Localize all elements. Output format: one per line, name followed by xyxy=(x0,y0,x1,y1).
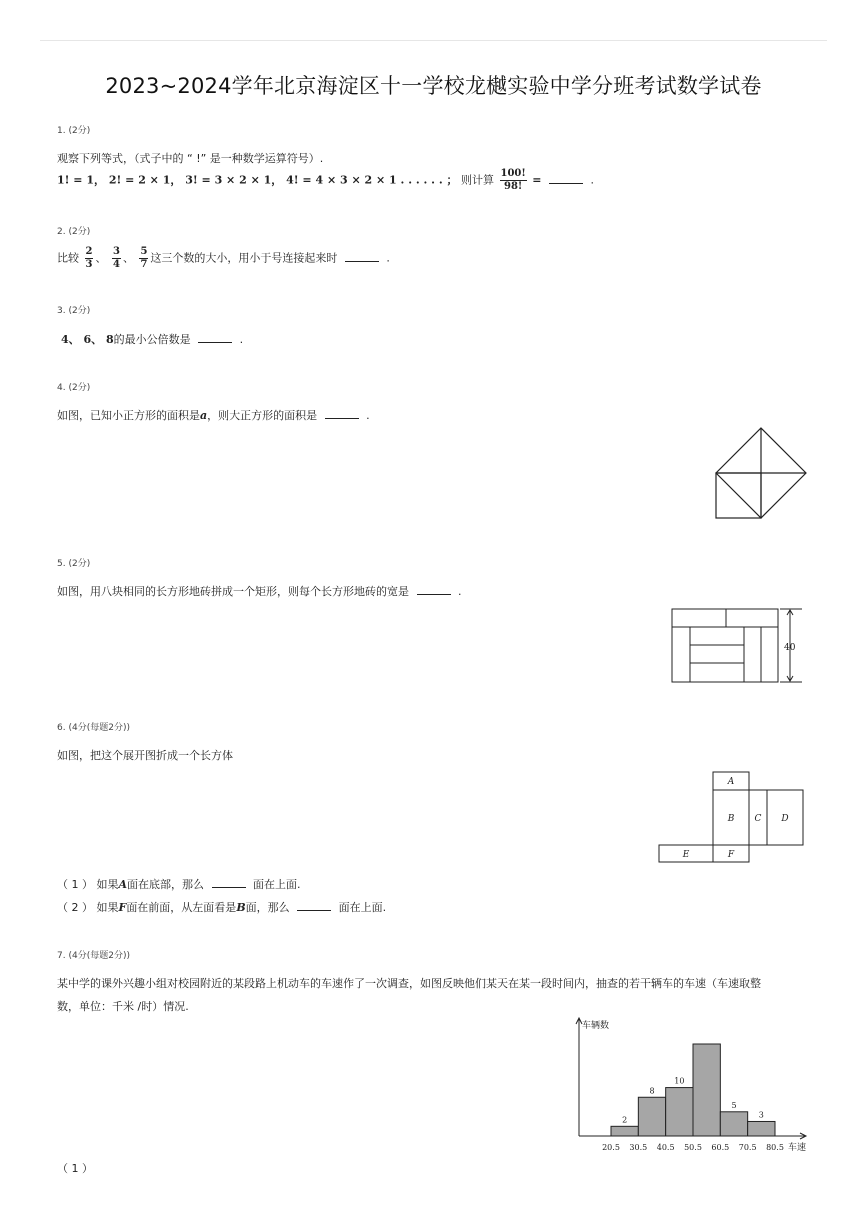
q5-tiles-figure xyxy=(670,606,806,686)
q7-header xyxy=(57,948,130,961)
q4-number: 4. xyxy=(57,383,66,393)
q2-suffix: 这三个数的大小，用小于号连接起来时 xyxy=(150,251,338,265)
q6-sub2-a: 如果 xyxy=(96,901,119,914)
q1-fraction-denominator: 98! xyxy=(503,181,523,192)
q2-fraction-3-num: 5 xyxy=(140,246,148,257)
q1-number: 1. xyxy=(57,126,66,136)
q2-sep-2: 、 xyxy=(122,251,134,265)
q6-face-b: B xyxy=(727,814,735,824)
q5-dimension-label: 40 xyxy=(784,643,796,653)
q3-answer-blank[interactable] xyxy=(198,333,232,343)
histogram-x-label: 车速 xyxy=(788,1143,807,1153)
q5-header xyxy=(57,556,90,569)
q3-end: . xyxy=(239,333,244,346)
q4-text-b: ，则大正方形的面积是 xyxy=(207,409,318,422)
q6-face-e: E xyxy=(682,850,690,860)
histogram-x-tick-label: 70.5 xyxy=(738,1143,757,1152)
q2-fraction-3-den: 7 xyxy=(140,259,148,270)
q6-sub2 xyxy=(57,899,386,915)
q6-face-d: D xyxy=(781,814,789,824)
q1-fraction xyxy=(500,168,527,193)
q6-header xyxy=(57,720,130,733)
q4-text-a: 如图，已知小正方形的面积是 xyxy=(57,409,200,422)
q4-header xyxy=(57,380,90,393)
q3-score: (2分) xyxy=(68,306,91,316)
histogram-data-label: 5 xyxy=(731,1100,737,1110)
q6-sub2-answer-blank[interactable] xyxy=(297,901,331,911)
q2-fraction-2 xyxy=(112,246,121,271)
q1-answer-blank[interactable] xyxy=(549,174,583,184)
q1-score: (2分) xyxy=(68,126,91,136)
histogram-bar xyxy=(720,1112,747,1136)
q6-sub2-c: 面，那么 xyxy=(245,901,290,914)
q7-sub1-label: （ 1 ） xyxy=(57,1162,93,1175)
q6-line: 如图，把这个展开图折成一个长方体 xyxy=(57,749,233,762)
q5-line xyxy=(57,583,462,599)
q1-equals: = xyxy=(532,173,542,187)
q6-sub1-var: A xyxy=(118,878,128,891)
q5-text: 如图，用八块相同的长方形地砖拼成一个矩形，则每个长方形地砖的宽是 xyxy=(57,585,409,598)
q2-answer-blank[interactable] xyxy=(345,252,379,262)
histogram-data-label: 2 xyxy=(622,1115,628,1125)
q4-answer-blank[interactable] xyxy=(325,409,359,419)
q6-sub2-label: （ 2 ） xyxy=(57,901,93,914)
histogram-bar xyxy=(666,1088,693,1136)
q6-sub2-var: F xyxy=(118,901,127,914)
q1-factorial-examples: 1! = 1， 2! = 2 × 1， 3! = 3 × 2 × 1， 4! = 4 × 3 × 2 × 1 . . . . . . ； xyxy=(57,173,458,187)
q6-sub1-answer-blank[interactable] xyxy=(212,878,246,888)
q6-face-c: C xyxy=(754,814,762,824)
q1-header xyxy=(57,123,90,136)
histogram-bar xyxy=(611,1126,638,1136)
q5-end: . xyxy=(458,585,462,598)
q6-sub1-label: （ 1 ） xyxy=(57,878,93,891)
histogram-x-tick-label: 40.5 xyxy=(656,1143,675,1152)
q4-squares-figure xyxy=(712,426,810,522)
q2-end: . xyxy=(386,251,390,265)
q4-line xyxy=(57,407,370,423)
top-divider xyxy=(40,40,827,41)
q4-variable: a xyxy=(200,409,208,422)
histogram-x-tick-label: 30.5 xyxy=(629,1143,648,1152)
q4-end: . xyxy=(366,409,370,422)
q6-face-a: A xyxy=(727,777,735,787)
q6-net-figure xyxy=(656,770,808,865)
q1-fraction-numerator: 100! xyxy=(500,168,526,179)
histogram-bar xyxy=(748,1121,775,1136)
q1-line2 xyxy=(57,168,594,193)
q6-sub1-a: 如果 xyxy=(96,878,119,891)
q2-line xyxy=(57,246,390,271)
q2-prefix: 比较 xyxy=(57,251,79,265)
q3-number: 3. xyxy=(57,306,66,316)
q2-header xyxy=(57,224,90,237)
q3-text: 的最小公倍数是 xyxy=(113,333,191,346)
q6-number: 6. xyxy=(57,723,66,733)
q6-score: (4分(每题2分)) xyxy=(68,723,130,733)
q5-score: (2分) xyxy=(68,559,91,569)
q6-sub1-c: 面在上面. xyxy=(253,878,301,891)
histogram-data-label: 3 xyxy=(758,1110,764,1120)
histogram-data-label: 8 xyxy=(649,1086,655,1096)
q3-header xyxy=(57,303,90,316)
q6-sub1 xyxy=(57,876,301,892)
histogram-data-label: 10 xyxy=(674,1076,685,1086)
q4-score: (2分) xyxy=(68,383,91,393)
q3-line xyxy=(61,331,243,347)
q6-sub2-b: 面在前面，从左面看是 xyxy=(126,901,237,914)
q6-sub1-b: 面在底部，那么 xyxy=(127,878,205,891)
q7-number: 7. xyxy=(57,951,66,961)
q5-answer-blank[interactable] xyxy=(417,585,451,595)
q1-compute-label: 则计算 xyxy=(461,173,495,187)
q2-number: 2. xyxy=(57,227,66,237)
q2-fraction-1-den: 3 xyxy=(85,259,93,270)
q1-line1: 观察下列等式，（式子中的 “ !” 是一种数学运算符号）. xyxy=(57,152,324,165)
q7-score: (4分(每题2分)) xyxy=(68,951,130,961)
histogram-x-tick-label: 80.5 xyxy=(766,1143,784,1152)
histogram-y-label: 车辆数 xyxy=(582,1021,610,1031)
q1-end: . xyxy=(590,173,594,187)
histogram-x-tick-label: 50.5 xyxy=(684,1143,702,1152)
q2-fraction-2-num: 3 xyxy=(112,246,120,257)
q2-fraction-1 xyxy=(85,246,94,271)
histogram-x-tick-label: 20.5 xyxy=(602,1143,620,1152)
q2-fraction-1-num: 2 xyxy=(85,246,93,257)
q7-speed-histogram xyxy=(560,1012,810,1157)
q2-fraction-3 xyxy=(139,246,148,271)
q6-sub2-d: 面在上面. xyxy=(338,901,387,914)
histogram-x-tick-label: 60.5 xyxy=(711,1143,730,1152)
q6-face-f: F xyxy=(727,850,735,860)
q7-line1: 某中学的课外兴趣小组对校园附近的某段路上机动车的车速作了一次调查，如图反映他们某天在某一段时间内，抽查的若干辆车的车速（车速取整 xyxy=(57,977,761,990)
histogram-bar xyxy=(638,1097,665,1136)
q2-fraction-2-den: 4 xyxy=(112,259,120,270)
page-title: 2023~2024学年北京海淀区十一学校龙樾实验中学分班考试数学试卷 xyxy=(105,74,762,98)
q3-numbers: 4、 6、 8 xyxy=(61,333,114,346)
histogram-bar xyxy=(693,1044,720,1136)
q2-sep-1: 、 xyxy=(95,251,107,265)
q2-score: (2分) xyxy=(68,227,91,237)
q6-sub2-var2: B xyxy=(236,901,246,914)
q5-number: 5. xyxy=(57,559,66,569)
q7-line2: 数，单位：千米 /时）情况. xyxy=(57,1000,189,1013)
